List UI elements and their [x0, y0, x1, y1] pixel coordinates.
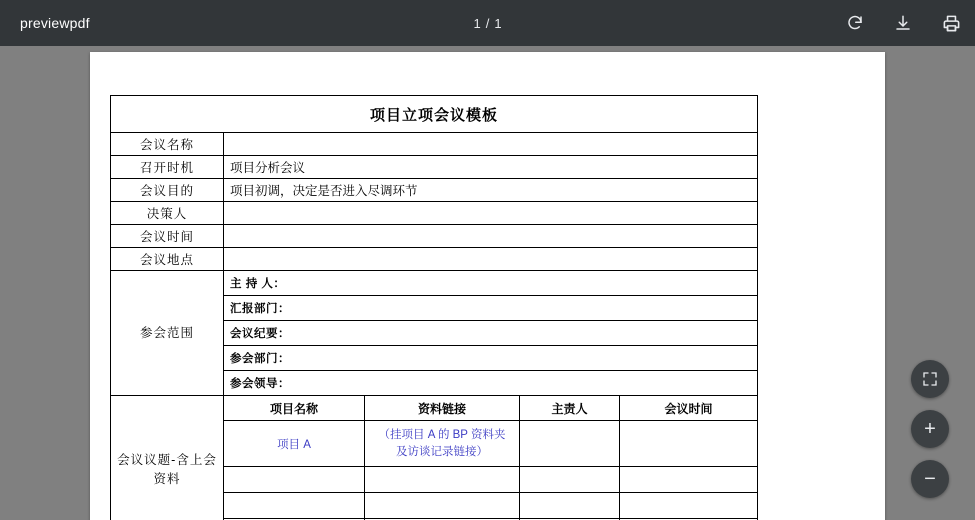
participant-row-attending-leaders[interactable]: 参会领导：: [224, 371, 758, 396]
pdf-viewer[interactable]: [0, 46, 975, 520]
field-value-meeting-purpose[interactable]: 项目初调，决定是否进入尽调环节: [224, 179, 758, 202]
field-label-meeting-place: 会议地点: [111, 248, 224, 271]
field-value-meeting-timing[interactable]: 项目分析会议: [224, 156, 758, 179]
agenda-cell-name[interactable]: 项目 A: [224, 421, 365, 467]
table-row: [111, 133, 758, 156]
table-row: [111, 248, 758, 271]
table-row: [111, 179, 758, 202]
table-row: [111, 396, 758, 421]
field-label-meeting-time: 会议时间: [111, 225, 224, 248]
page-indicator: [473, 16, 501, 31]
zoom-in-button[interactable]: +: [911, 410, 949, 448]
pdf-toolbar: [0, 0, 975, 46]
total-page-number: 1: [494, 15, 502, 31]
field-label-meeting-name: 会议名称: [111, 133, 224, 156]
page-separator: /: [485, 15, 490, 31]
field-label-meeting-purpose: 会议目的: [111, 179, 224, 202]
agenda-cell-link[interactable]: [365, 493, 520, 519]
section-label-participants: 参会范围: [111, 271, 224, 396]
field-value-meeting-place[interactable]: [224, 248, 758, 271]
participant-row-attending-dept[interactable]: 参会部门：: [224, 346, 758, 371]
field-label-meeting-timing: 召开时机: [111, 156, 224, 179]
meeting-template-table: [110, 95, 758, 520]
print-icon[interactable]: [937, 9, 965, 37]
table-row: [111, 225, 758, 248]
participant-row-host[interactable]: 主 持 人：: [224, 271, 758, 296]
agenda-cell-owner[interactable]: [520, 467, 620, 493]
agenda-cell-time[interactable]: [620, 467, 758, 493]
download-icon[interactable]: [889, 9, 917, 37]
table-row: [111, 202, 758, 225]
page-title: 项目立项会议模板: [111, 96, 758, 133]
field-value-meeting-time[interactable]: [224, 225, 758, 248]
toolbar-actions: [841, 0, 965, 46]
agenda-column-material-link: 资料链接: [365, 396, 520, 421]
section-label-agenda: 会议议题-含上会资料: [111, 396, 224, 520]
field-label-decision-maker: 决策人: [111, 202, 224, 225]
zoom-out-button[interactable]: −: [911, 460, 949, 498]
document-title: previewpdf: [20, 15, 90, 31]
table-row: [111, 96, 758, 133]
rotate-icon[interactable]: [841, 9, 869, 37]
agenda-cell-time[interactable]: [620, 421, 758, 467]
current-page-number: 1: [473, 15, 481, 31]
agenda-cell-owner[interactable]: [520, 421, 620, 467]
participant-row-minutes[interactable]: 会议纪要：: [224, 321, 758, 346]
zoom-controls: [911, 360, 949, 498]
agenda-cell-link[interactable]: （挂项目 A 的 BP 资料夹及访谈记录链接）: [365, 421, 520, 467]
agenda-column-owner: 主责人: [520, 396, 620, 421]
field-value-decision-maker[interactable]: [224, 202, 758, 225]
table-row: [111, 156, 758, 179]
participant-row-reporting-dept[interactable]: 汇报部门：: [224, 296, 758, 321]
agenda-cell-link[interactable]: [365, 467, 520, 493]
field-value-meeting-name[interactable]: [224, 133, 758, 156]
table-row: [111, 271, 758, 296]
agenda-column-project-name: 项目名称: [224, 396, 365, 421]
page-indicator-container: [0, 16, 975, 31]
agenda-column-meeting-time: 会议时间: [620, 396, 758, 421]
agenda-cell-owner[interactable]: [520, 493, 620, 519]
fit-to-page-icon[interactable]: [911, 360, 949, 398]
agenda-cell-name[interactable]: [224, 467, 365, 493]
agenda-cell-time[interactable]: [620, 493, 758, 519]
agenda-cell-name[interactable]: [224, 493, 365, 519]
